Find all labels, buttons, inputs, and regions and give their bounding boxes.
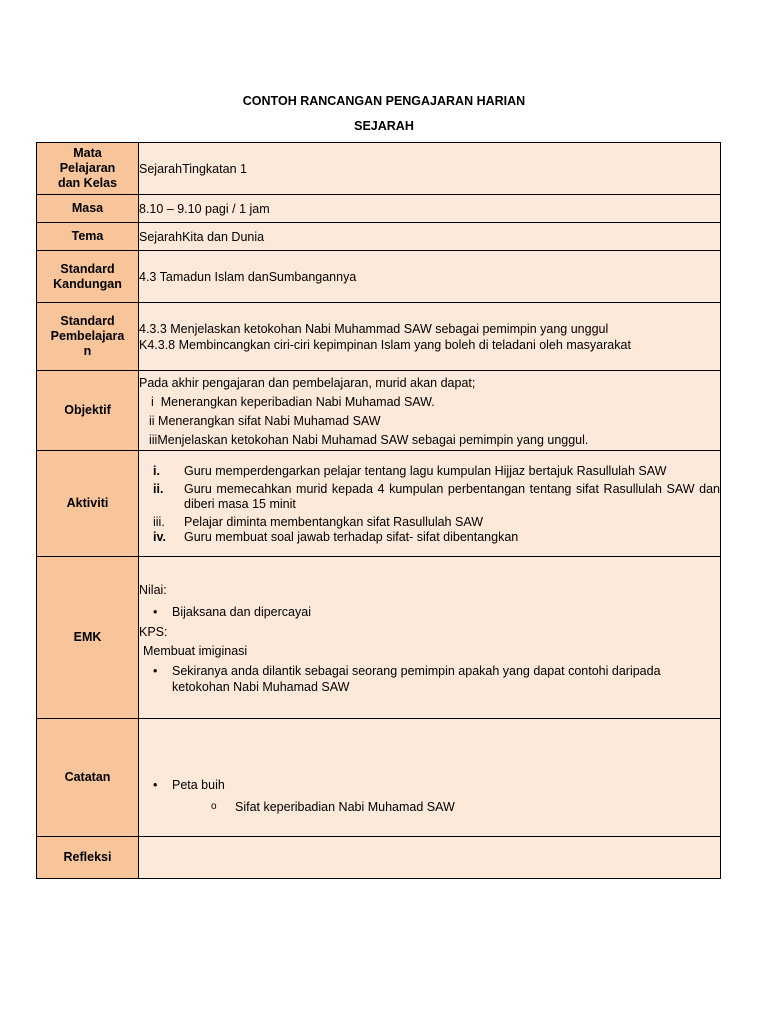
lesson-plan-table bbox=[36, 142, 721, 879]
value-tema: SejarahKita dan Dunia bbox=[139, 223, 721, 251]
label-catatan: Catatan bbox=[37, 719, 139, 837]
value-catatan bbox=[139, 719, 721, 837]
table-row bbox=[37, 251, 721, 303]
list-item: iii. Pelajar diminta membentangkan sifat Rasullulah SAW bbox=[153, 515, 483, 529]
list-item: iv. Guru membuat soal jawab terhadap sifat- sifat dibentangkan bbox=[153, 530, 519, 544]
list-item: ii. Guru memecahkan murid kepada 4 kumpulan perbentangan tentang sifat Rasullulah SAW dan diberi masa 15 minit bbox=[153, 482, 720, 511]
list-item: ii Menerangkan sifat Nabi Muhamad SAW bbox=[149, 414, 381, 428]
table-row bbox=[37, 223, 721, 251]
table-row bbox=[37, 557, 721, 719]
list-item: • Peta buih bbox=[153, 777, 225, 792]
label-aktiviti: Aktiviti bbox=[37, 451, 139, 557]
table-row bbox=[37, 451, 721, 557]
value-standard-pembelajaran bbox=[139, 303, 721, 371]
table-row bbox=[37, 195, 721, 223]
document-title: CONTOH RANCANGAN PENGAJARAN HARIAN bbox=[242, 94, 526, 108]
table-row bbox=[37, 371, 721, 451]
value-aktiviti bbox=[139, 451, 721, 557]
value-standard-kandungan: 4.3 Tamadun Islam danSumbangannya bbox=[139, 251, 721, 303]
value-objektif bbox=[139, 371, 721, 451]
label-refleksi: Refleksi bbox=[37, 837, 139, 879]
table-row bbox=[37, 303, 721, 371]
list-item: i Menerangkan keperibadian Nabi Muhamad SAW. bbox=[151, 395, 435, 409]
emk-nilai-heading: Nilai: bbox=[139, 582, 167, 597]
objektif-intro: Pada akhir pengajaran dan pembelajaran, murid akan dapat; bbox=[139, 376, 476, 390]
value-refleksi bbox=[139, 837, 721, 879]
bullet-icon: • bbox=[153, 777, 158, 792]
emk-kps-sub: Membuat imiginasi bbox=[143, 643, 248, 658]
bullet-icon: • bbox=[153, 604, 158, 619]
table-row bbox=[37, 719, 721, 837]
label-standard-pembelajaran: Standard Pembelajara n bbox=[37, 303, 139, 371]
circle-bullet-icon: o bbox=[211, 800, 217, 812]
list-item: • Sekiranya anda dilantik sebagai seorang pemimpin apakah yang dapat contohi daripada ketokohan Nabi Muhamad SAW bbox=[153, 663, 661, 694]
value-masa: 8.10 – 9.10 pagi / 1 jam bbox=[139, 195, 721, 223]
value-emk bbox=[139, 557, 721, 719]
label-standard-kandungan: Standard Kandungan bbox=[37, 251, 139, 303]
value-mata-pelajaran: SejarahTingkatan 1 bbox=[139, 143, 721, 195]
label-objektif: Objektif bbox=[37, 371, 139, 451]
label-tema: Tema bbox=[37, 223, 139, 251]
document-subtitle: SEJARAH bbox=[354, 119, 414, 133]
emk-kps-heading: KPS: bbox=[139, 624, 168, 639]
table-row bbox=[37, 837, 721, 879]
label-mata-pelajaran: Mata Pelajaran dan Kelas bbox=[37, 143, 139, 195]
list-item: i. Guru memperdengarkan pelajar tentang lagu kumpulan Hijjaz bertajuk Rasullulah SAW bbox=[153, 464, 667, 478]
label-masa: Masa bbox=[37, 195, 139, 223]
standard-pembelajaran-line: K4.3.8 Membincangkan ciri-ciri kepimpinan Islam yang boleh di teladani oleh masyarakat bbox=[139, 337, 631, 352]
table-row bbox=[37, 143, 721, 195]
standard-pembelajaran-line: 4.3.3 Menjelaskan ketokohan Nabi Muhammad SAW sebagai pemimpin yang unggul bbox=[139, 321, 609, 336]
list-item: iiiMenjelaskan ketokohan Nabi Muhamad SAW sebagai pemimpin yang unggul. bbox=[149, 433, 589, 447]
bullet-icon: • bbox=[153, 663, 158, 678]
list-item: • Bijaksana dan dipercayai bbox=[153, 604, 311, 619]
list-item: o Sifat keperibadian Nabi Muhamad SAW bbox=[211, 799, 455, 814]
label-emk: EMK bbox=[37, 557, 139, 719]
